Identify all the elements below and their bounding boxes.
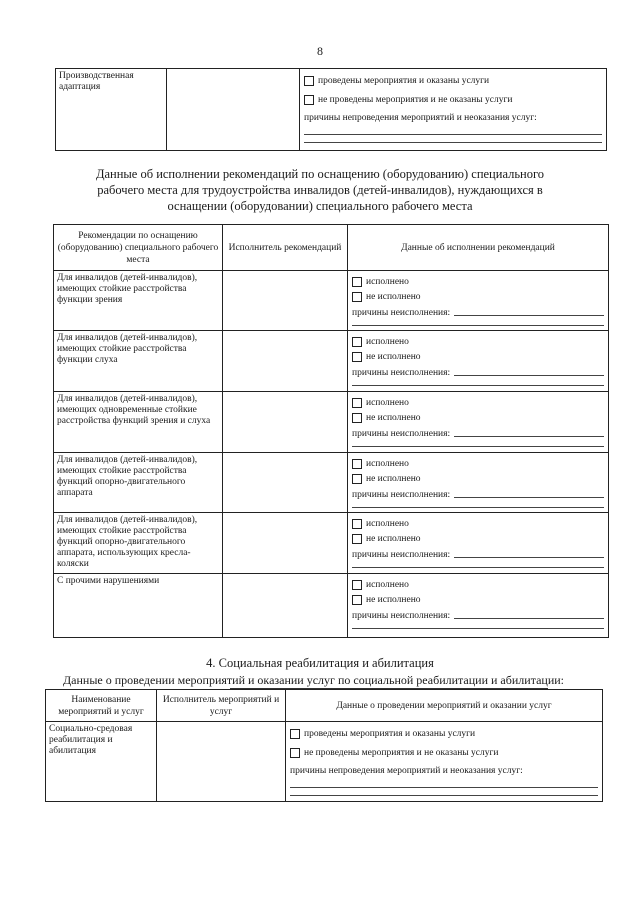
option-executed[interactable]: исполнено: [352, 577, 604, 592]
header-activity-data: Данные о проведении мероприятий и оказании услуг: [286, 690, 603, 722]
checkbox[interactable]: [304, 76, 314, 86]
checkbox[interactable]: [352, 580, 362, 590]
checkbox[interactable]: [352, 352, 362, 362]
option-conducted[interactable]: проведены мероприятия и оказаны услуги: [290, 726, 598, 741]
reasons-label: причины непроведения мероприятий и неоказания услуг:: [290, 765, 523, 776]
reasons-line[interactable]: [352, 318, 604, 326]
executor-cell: [157, 722, 286, 802]
reasons-line[interactable]: [304, 135, 602, 143]
table-row: [54, 513, 609, 574]
row-label: Для инвалидов (детей-инвалидов), имеющих стойкие расстройства функции слуха: [57, 333, 198, 365]
option-not-executed[interactable]: не исполнено: [352, 289, 604, 304]
executor-cell: [223, 453, 348, 513]
table-row: [54, 392, 609, 453]
checkbox[interactable]: [290, 729, 300, 739]
header-activities: Наименование мероприятий и услуг: [46, 690, 157, 722]
reasons-line[interactable]: [290, 788, 598, 796]
option-executed[interactable]: исполнено: [352, 395, 604, 410]
option-not-conducted[interactable]: не проведены мероприятия и не оказаны услуги: [290, 745, 598, 760]
table-row: [54, 453, 609, 513]
reasons-line[interactable]: [352, 560, 604, 568]
executor-cell: [223, 331, 348, 392]
option-executed[interactable]: исполнено: [352, 274, 604, 289]
checkbox[interactable]: [352, 534, 362, 544]
checkbox[interactable]: [352, 413, 362, 423]
header-executor: Исполнитель мероприятий и услуг: [157, 690, 286, 722]
reasons-field[interactable]: причины неисполнения:: [352, 486, 604, 500]
reasons-line[interactable]: [352, 378, 604, 386]
table-row: [54, 574, 609, 638]
section4-title: 4. Социальная реабилитация и абилитация: [206, 656, 434, 670]
table-row: [46, 722, 603, 802]
reasons-line[interactable]: [304, 127, 602, 135]
option-conducted[interactable]: проведены мероприятия и оказаны услуги: [304, 73, 602, 88]
checkbox[interactable]: [352, 337, 362, 347]
reasons-field[interactable]: причины неисполнения:: [352, 364, 604, 378]
option-not-executed[interactable]: не исполнено: [352, 349, 604, 364]
section4-subtitle: Данные о проведении мероприятий и оказании услуг по социальной реабилитации и абилитации:: [63, 673, 565, 687]
table-row: [54, 271, 609, 331]
section-heading: Данные об исполнении рекомендаций по оснащению (оборудованию) специального рабочего места для трудоустройства инвалидов (детей-инвалидов), нуждающихся в оснащении (оборудовании) специального рабочего места: [95, 167, 545, 213]
option-not-executed[interactable]: не исполнено: [352, 531, 604, 546]
header-execution-data: Данные об исполнении рекомендаций: [348, 225, 609, 271]
table-row: [54, 331, 609, 392]
row-label: Для инвалидов (детей-инвалидов), имеющих одновременные стойкие расстройства функций зрения и слуха: [57, 394, 211, 426]
row-label: Для инвалидов (детей-инвалидов), имеющих стойкие расстройства функций опорно-двигательного аппарата: [57, 455, 198, 498]
checkbox[interactable]: [352, 292, 362, 302]
option-executed[interactable]: исполнено: [352, 334, 604, 349]
row-label: С прочими нарушениями: [57, 576, 160, 586]
checkbox[interactable]: [290, 748, 300, 758]
option-executed[interactable]: исполнено: [352, 516, 604, 531]
reasons-line[interactable]: [290, 780, 598, 788]
checkbox[interactable]: [352, 398, 362, 408]
checkbox[interactable]: [352, 595, 362, 605]
recommendations-table: [53, 224, 609, 638]
reasons-field[interactable]: причины неисполнения:: [352, 546, 604, 560]
checkbox[interactable]: [352, 459, 362, 469]
checkbox[interactable]: [352, 474, 362, 484]
header-recommendations: Рекомендации по оснащению (оборудованию) специального рабочего места: [54, 225, 223, 271]
header-executor: Исполнитель рекомендаций: [223, 225, 348, 271]
reasons-label: причины непроведения мероприятий и неоказания услуг:: [304, 112, 537, 123]
option-not-conducted[interactable]: не проведены мероприятия и не оказаны услуги: [304, 92, 602, 107]
option-not-executed[interactable]: не исполнено: [352, 592, 604, 607]
production-adaptation-executor: [167, 69, 300, 151]
reasons-line[interactable]: [352, 439, 604, 447]
executor-cell: [223, 271, 348, 331]
reasons-field[interactable]: причины неисполнения:: [352, 425, 604, 439]
option-executed[interactable]: исполнено: [352, 456, 604, 471]
checkbox[interactable]: [304, 95, 314, 105]
executor-cell: [223, 392, 348, 453]
row-label: Для инвалидов (детей-инвалидов), имеющих стойкие расстройства функции зрения: [57, 273, 198, 305]
executor-cell: [223, 513, 348, 574]
production-adaptation-label: Производственная адаптация: [59, 71, 134, 92]
reasons-line[interactable]: [352, 621, 604, 629]
reasons-field[interactable]: причины неисполнения:: [352, 607, 604, 621]
option-not-executed[interactable]: не исполнено: [352, 410, 604, 425]
production-adaptation-table: [55, 68, 607, 151]
checkbox[interactable]: [352, 519, 362, 529]
executor-cell: [223, 574, 348, 638]
reasons-field[interactable]: причины неисполнения:: [352, 304, 604, 318]
row-label: Для инвалидов (детей-инвалидов), имеющих стойкие расстройства функций опорно-двигательного аппарата, использующих кресла-коляски: [57, 515, 198, 569]
reasons-line[interactable]: [352, 500, 604, 508]
row-label: Социально-средовая реабилитация и абилитация: [49, 724, 133, 756]
checkbox[interactable]: [352, 277, 362, 287]
page-number: 8: [317, 44, 323, 58]
social-rehab-table: [45, 689, 603, 802]
option-not-executed[interactable]: не исполнено: [352, 471, 604, 486]
